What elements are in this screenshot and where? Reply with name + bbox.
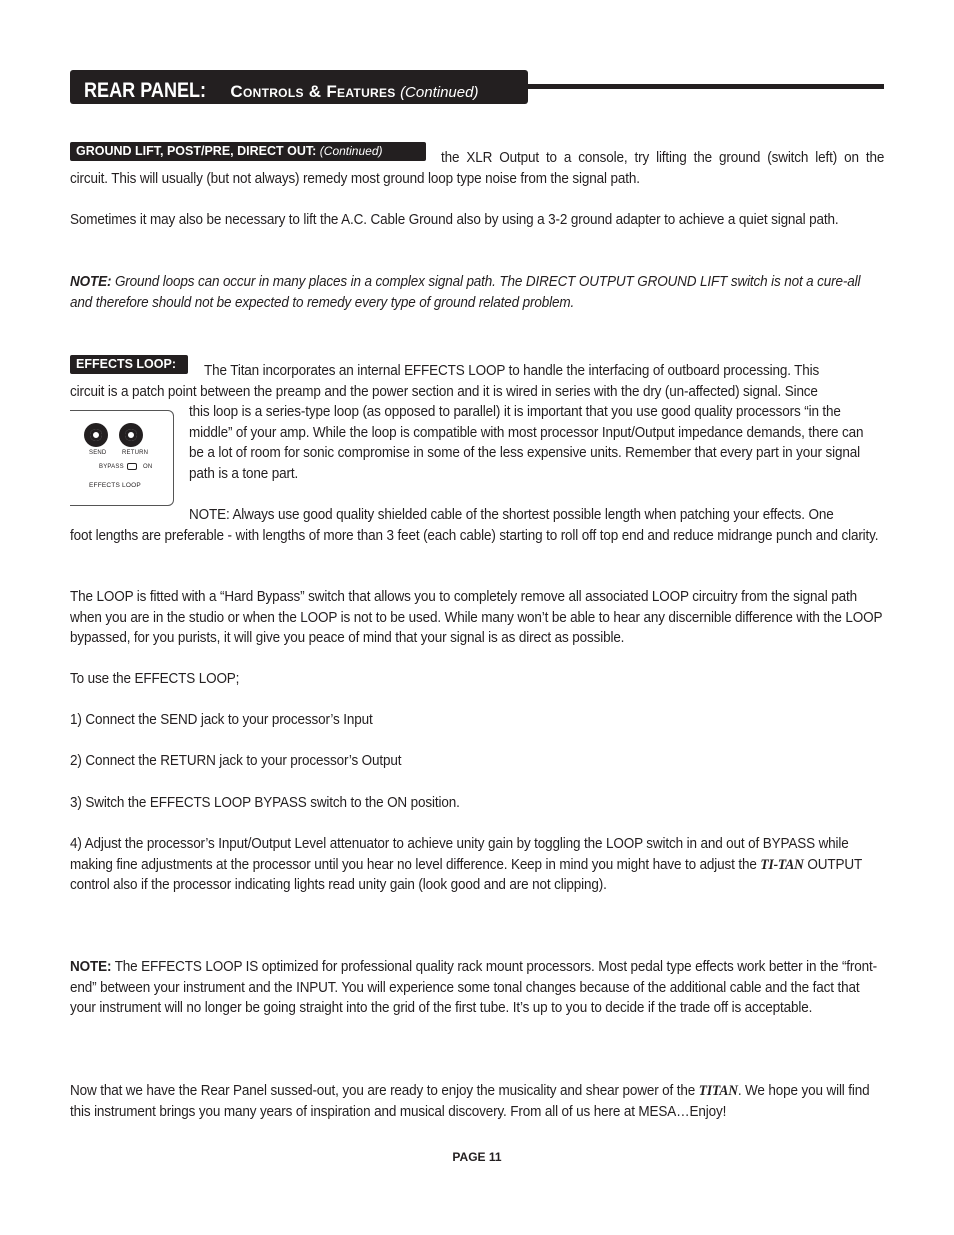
step-1: 1) Connect the SEND jack to your processor’s Input	[70, 712, 373, 728]
return-jack-icon	[119, 423, 143, 447]
step-4	[70, 834, 869, 896]
effects-wrap-text: this loop is a series-type loop (as opposed to parallel) it is important that you use good quality processors “in the middle” of your amp. While the loop is compatible with most processor Input/Output impedance demands, there can be a lot of room for sonic compromise in some of the less expensive units. Remember that every part in your signal path is a tone part.	[189, 404, 864, 482]
bypass-label: BYPASS	[99, 464, 124, 470]
ground-para-2: Sometimes it may also be necessary to lift the A.C. Cable Ground also by using a 3-2 ground adapter to achieve a quiet signal path.	[70, 212, 839, 228]
header-title-continued: (Continued)	[400, 84, 479, 101]
bypass-paragraph: The LOOP is fitted with a “Hard Bypass” switch that allows you to completely remove all associated LOOP circuitry from the signal path when you are in the studio or when the LOOP is not to be used. While many won’t be able to hear any discernible difference with the LOOP bypassed, for you purists, it will give you peace of mind that your signal is as direct as possible.	[70, 589, 883, 647]
send-jack-icon	[84, 423, 108, 447]
ground-lift-badge-continued: (Continued)	[319, 144, 383, 158]
return-label: RETURN	[122, 450, 149, 456]
ground-lift-badge-label: GROUND LIFT, POST/PRE, DIRECT OUT:	[76, 144, 317, 158]
effects-line1: The Titan incorporates an internal EFFECTS LOOP to handle the interfacing of outboard processing. This	[204, 363, 820, 379]
effects-note-rest: foot lengths are preferable - with lengths of more than 3 feet (each cable) starting to roll off top end and reduce midrange punch and clarity.	[70, 528, 879, 544]
use-intro: To use the EFFECTS LOOP;	[70, 671, 240, 687]
section-header-title	[84, 76, 478, 108]
step-4-text-a: 4) Adjust the processor’s Input/Output Level attenuator to achieve unity gain by toggling the LOOP switch in and out of BYPASS while making fine adjustments at the processor until you hear no level difference. Keep in mind you might have to adjust the	[70, 836, 849, 873]
closing-titan: TITAN	[698, 1083, 738, 1099]
ground-note-label: NOTE:	[70, 274, 112, 290]
page-number: PAGE 11	[452, 1150, 502, 1164]
ground-para-line1: the XLR Output to a console, try lifting the ground (switch left) on the	[441, 150, 885, 166]
step-3: 3) Switch the EFFECTS LOOP BYPASS switch to the ON position.	[70, 795, 460, 811]
header-title-controls: Controls & Features	[230, 82, 396, 101]
effects-loop-panel-illustration	[70, 410, 174, 506]
closing-paragraph	[70, 1081, 883, 1122]
ground-lift-badge	[70, 142, 426, 161]
step-4-text-b: OUTPUT control also if the processor indicating lights read unity gain (look good and are not clipping).	[70, 856, 862, 894]
send-label: SEND	[89, 450, 107, 456]
bypass-switch-icon	[127, 463, 137, 470]
ground-para-line2: circuit. This will usually (but not always) remedy most ground loop type noise from the signal path.	[70, 171, 640, 187]
effects-note-2-text: The EFFECTS LOOP IS optimized for professional quality rack mount processors. Most pedal type effects work better in the “front-end” between your instrument and the INPUT. You will experience some tonal changes because of the additional cable and the fact that your instrument will no longer be going straight into the grid of the first tube. It’s up to you to decide if the trade off is acceptable.	[70, 959, 878, 1017]
header-title-main: REAR PANEL:	[84, 79, 207, 102]
effects-note-2	[70, 957, 883, 1019]
header-rule	[528, 84, 884, 89]
effects-loop-badge: EFFECTS LOOP:	[70, 355, 188, 374]
ground-note	[70, 272, 883, 313]
on-label: ON	[143, 464, 153, 470]
effects-line2: circuit is a patch point between the preamp and the power section and it is wired in series with the dry (un-affected) signal. Since	[70, 384, 818, 400]
effects-note-2-label: NOTE:	[70, 959, 112, 975]
effects-note-line1: NOTE: Always use good quality shielded cable of the shortest possible length when patching your effects. One	[189, 507, 834, 523]
step-2: 2) Connect the RETURN jack to your processor’s Output	[70, 753, 402, 769]
effects-loop-label: EFFECTS LOOP	[89, 482, 141, 489]
ground-note-text: Ground loops can occur in many places in a complex signal path. The DIRECT OUTPUT GROUND LIFT switch is not a cure-all and therefore should not be expected to remedy every type of ground related problem.	[70, 274, 861, 311]
closing-text-a: Now that we have the Rear Panel sussed-out, you are ready to enjoy the musicality and shear power of the	[70, 1083, 699, 1099]
step-4-titan: TI-TAN	[760, 856, 804, 873]
closing-text-b: . We hope you will find this instrument brings you many years of inspiration and musical discovery. From all of us here at MESA…Enjoy!	[70, 1083, 870, 1120]
